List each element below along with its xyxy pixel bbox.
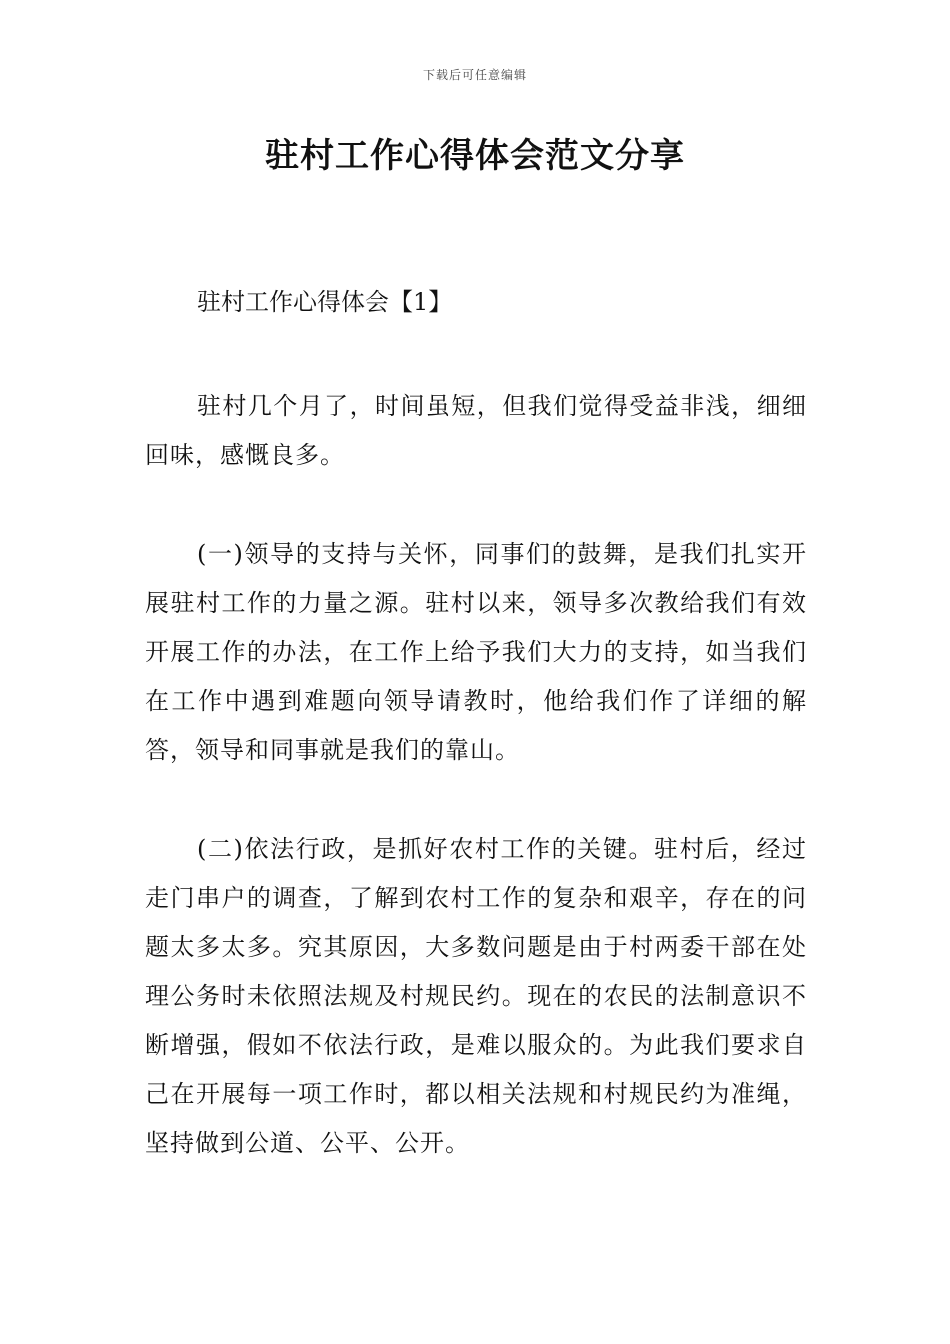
paragraph-rule-of-law: (二)依法行政，是抓好农村工作的关键。驻村后，经过走门串户的调查，了解到农村工作的复杂和艰辛，存在的问题太多太多。究其原因，大多数问题是由于村两委干部在处理公务时未依照法规及村规民约。现在的农民的法制意识不断增强，假如不依法行政，是难以服众的。为此我们要求自己在开展每一项工作时，都以相关法规和村规民约为准绳，坚持做到公道、公平、公开。 [145, 835, 807, 1157]
document-body [145, 278, 807, 1218]
section-heading: 驻村工作心得体会【1】 [197, 288, 453, 316]
header-note: 下载后可任意编辑 [422, 68, 527, 82]
paragraph-leadership-support: (一)领导的支持与关怀，同事们的鼓舞，是我们扎实开展驻村工作的力量之源。驻村以来，领导多次教给我们有效开展工作的办法，在工作上给予我们大力的支持，如当我们在工作中遇到难题向领导请教时，他给我们作了详细的解答，领导和同事就是我们的靠山。 [145, 540, 807, 764]
document-title: 驻村工作心得体会范文分享 [265, 136, 685, 176]
paragraph-intro: 驻村几个月了，时间虽短，但我们觉得受益非浅，细细回味，感慨良多。 [145, 392, 807, 469]
